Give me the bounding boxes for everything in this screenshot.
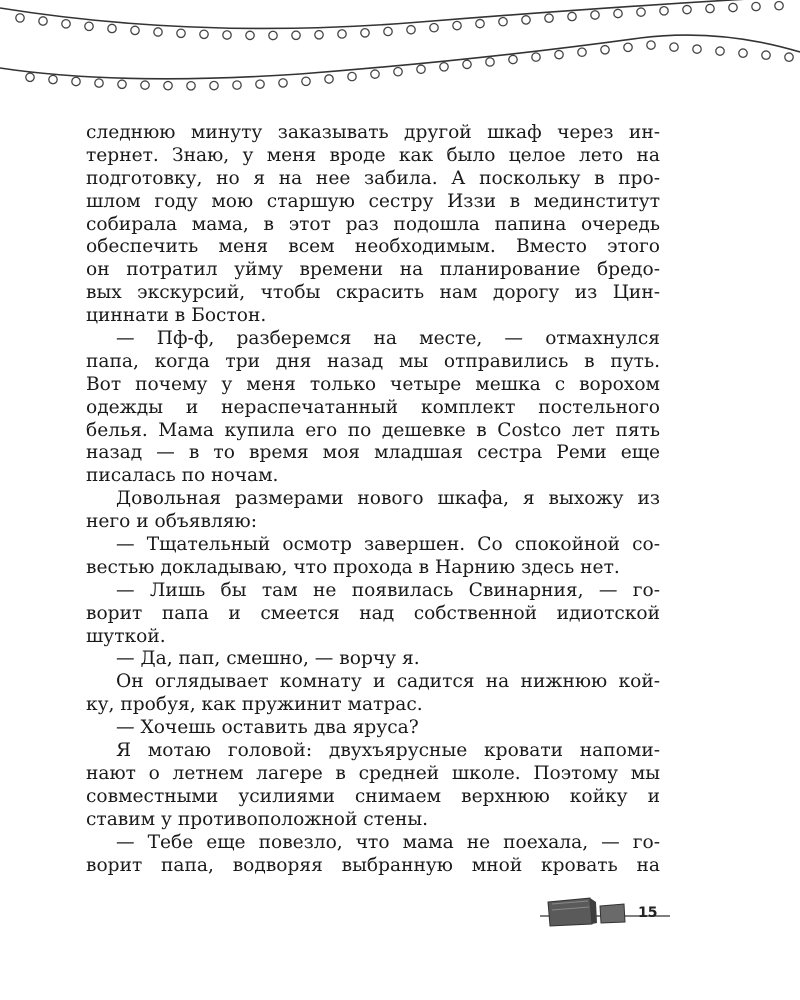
light-bulb-icon — [785, 53, 793, 61]
light-bulb-icon — [578, 48, 586, 56]
light-bulb-icon — [292, 31, 300, 39]
light-bulb-icon — [752, 2, 760, 10]
light-bulb-icon — [279, 79, 287, 87]
light-bulb-icon — [440, 63, 448, 71]
light-bulb-icon — [430, 23, 438, 31]
text-line: тернет. Знаю, у меня вроде как было целое лето на — [86, 144, 660, 166]
text-line: Вот почему у меня только четыре мешка с ворохом — [86, 373, 660, 395]
page-number: 15 — [638, 905, 658, 921]
light-bulb-icon — [624, 43, 632, 51]
light-bulb-icon — [775, 1, 783, 9]
light-bulb-icon — [302, 77, 310, 85]
light-bulb-icon — [647, 41, 655, 49]
light-bulb-icon — [384, 27, 392, 35]
light-bulb-icon — [187, 82, 195, 90]
light-bulb-icon — [223, 31, 231, 39]
text-line: папа, когда три дня назад мы отправились в путь. — [86, 350, 660, 372]
light-bulb-icon — [246, 31, 254, 39]
text-line: — Да, пап, смешно, — ворчу я. — [116, 648, 420, 670]
text-line: назад — в то время моя младшая сестра Реми еще — [86, 442, 660, 464]
light-bulb-icon — [361, 29, 369, 37]
light-bulb-icon — [62, 20, 70, 28]
light-bulb-icon — [762, 51, 770, 59]
light-bulb-icon — [729, 3, 737, 11]
light-bulb-icon — [233, 81, 241, 89]
light-bulb-icon — [200, 30, 208, 38]
light-bulb-icon — [407, 26, 415, 34]
page-text — [86, 122, 660, 877]
text-line: него и объявляю: — [86, 511, 257, 533]
text-line: — Лишь бы там не появилась Свинарния, — го- — [116, 579, 660, 601]
light-bulb-icon — [177, 29, 185, 37]
text-line: белья. Мама купила его по дешевке в Costco лет пять — [86, 419, 660, 441]
text-line: шлом году мою старшую сестру Иззи в мединститут — [86, 190, 660, 212]
text-line: ворит папа, водворяя выбранную мной кровать на — [86, 854, 660, 876]
text-line: ставим у противоположной стены. — [86, 808, 429, 830]
light-bulb-icon — [670, 43, 678, 51]
light-bulb-icon — [256, 80, 264, 88]
light-bulb-icon — [315, 31, 323, 39]
light-bulb-icon — [739, 49, 747, 57]
text-line: следнюю минуту заказывать другой шкаф через ин- — [86, 122, 660, 143]
light-bulb-icon — [164, 81, 172, 89]
text-line: ворит папа и смеется над собственной идиотской — [86, 602, 660, 624]
light-bulb-icon — [154, 28, 162, 36]
light-bulb-icon — [509, 55, 517, 63]
light-bulb-icon — [95, 79, 103, 87]
light-bulb-icon — [532, 53, 540, 61]
light-bulb-icon — [683, 5, 691, 13]
text-line: писалась по ночам. — [86, 465, 279, 487]
light-bulb-icon — [141, 81, 149, 89]
text-line: — Тщательный осмотр завершен. Со спокойной со- — [116, 534, 660, 556]
text-line: одежды и нераспечатанный комплект постельного — [86, 396, 660, 418]
text-line: Я мотаю головой: двухъярусные кровати напоми- — [116, 740, 660, 762]
light-bulb-icon — [131, 26, 139, 34]
light-bulb-icon — [16, 14, 24, 22]
light-bulb-icon — [72, 77, 80, 85]
light-bulb-icon — [716, 47, 724, 55]
text-line: Он оглядывает комнату и садится на нижнюю кой- — [116, 671, 660, 693]
light-bulb-icon — [463, 60, 471, 68]
text-line: вестью докладываю, что прохода в Нарнию здесь нет. — [86, 556, 620, 578]
light-bulb-icon — [476, 19, 484, 27]
light-bulb-icon — [706, 4, 714, 12]
light-bulb-icon — [601, 46, 609, 54]
text-line: Довольная размерами нового шкафа, я выхожу из — [116, 488, 660, 510]
text-line: вых экскурсий, чтобы скрасить нам дорогу из Цин- — [86, 282, 660, 304]
light-bulb-icon — [614, 9, 622, 17]
light-bulb-icon — [118, 80, 126, 88]
text-line: — Пф-ф, разберемся на месте, — отмахнулся — [116, 328, 660, 350]
light-bulb-icon — [338, 30, 346, 38]
text-line: он потратил уйму времени на планирование бредо- — [86, 259, 660, 281]
light-bulb-icon — [568, 12, 576, 20]
light-bulb-icon — [26, 73, 34, 81]
text-line: шуткой. — [86, 625, 166, 647]
light-bulb-icon — [693, 45, 701, 53]
light-bulb-icon — [555, 50, 563, 58]
light-bulb-icon — [486, 58, 494, 66]
light-bulb-icon — [417, 65, 425, 73]
light-bulb-icon — [660, 7, 668, 15]
text-line: циннати в Бостон. — [86, 305, 267, 327]
light-bulb-icon — [269, 31, 277, 39]
string-lights-icon — [0, 0, 800, 110]
text-line: ку, пробуя, как пружинит матрас. — [86, 694, 423, 716]
light-bulb-icon — [348, 72, 356, 80]
light-bulb-icon — [49, 75, 57, 83]
light-bulb-icon — [394, 67, 402, 75]
text-line: — Тебе еще повезло, что мама не поехала, — го- — [116, 831, 660, 853]
light-bulb-icon — [85, 22, 93, 30]
light-bulb-icon — [210, 81, 218, 89]
text-line: обеспечить меня всем необходимым. Вместо этого — [86, 236, 660, 258]
text-line: подготовку, но я на нее забила. А поскольку в про- — [86, 167, 660, 189]
text-line: — Хочешь оставить два яруса? — [116, 717, 419, 739]
light-bulb-icon — [371, 70, 379, 78]
light-bulb-icon — [545, 14, 553, 22]
light-bulb-icon — [591, 11, 599, 19]
light-bulb-icon — [522, 16, 530, 24]
light-bulb-icon — [499, 18, 507, 26]
text-line: совместными усилиями снимаем верхнюю койку и — [86, 785, 660, 807]
light-bulb-icon — [453, 21, 461, 29]
text-line: собирала мама, в этот раз подошла папина очередь — [86, 213, 660, 235]
light-bulb-icon — [39, 17, 47, 25]
light-bulb-icon — [108, 24, 116, 32]
light-bulb-icon — [637, 8, 645, 16]
text-line: нают о летнем лагере в средней школе. Поэтому мы — [86, 762, 660, 784]
light-bulb-icon — [325, 75, 333, 83]
